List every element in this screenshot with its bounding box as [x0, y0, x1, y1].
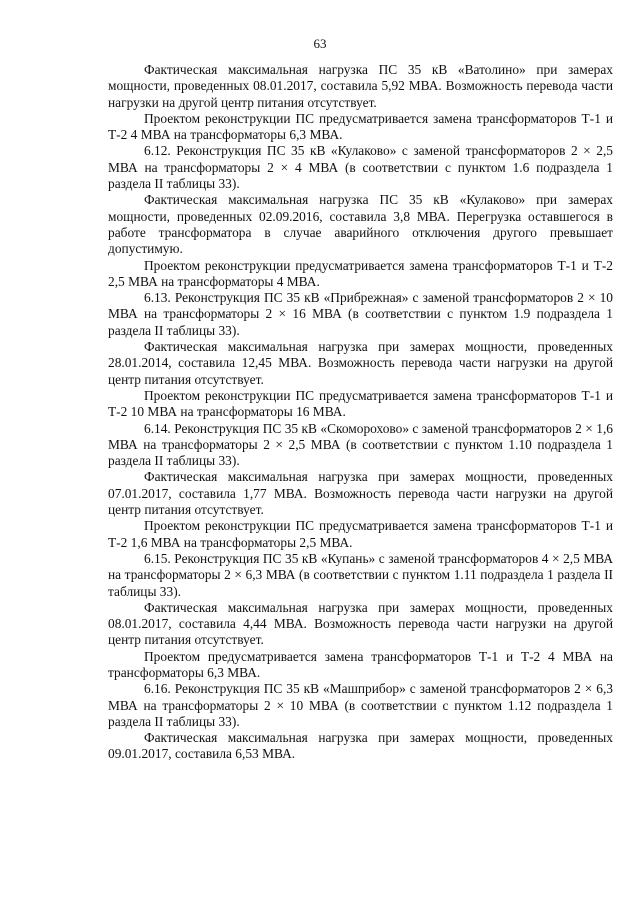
paragraph-vatolino-load: Фактическая максимальная нагрузка ПС 35 кВ «Ватолино» при замерах мощности, проведенных 08.01.2017, составила 5,92 МВА. Возможность перевода части нагрузки на другой центр питания отсутствует.	[108, 62, 613, 110]
page-number: 63	[313, 36, 327, 51]
paragraph-kupan-project: Проектом предусматривается замена трансформаторов Т-1 и Т-2 4 МВА на трансформаторы 6,3 МВА.	[108, 648, 613, 680]
body-text	[108, 62, 613, 763]
paragraph-item-6-12: 6.12. Реконструкция ПС 35 кВ «Кулаково» с заменой трансформаторов 2 × 2,5 МВА на трансформаторы 2 × 4 МВА (в соответствии с пунктом 1.6 подраздела 1 раздела II таблицы 33).	[108, 143, 613, 192]
paragraph-mashpribor-load: Фактическая максимальная нагрузка при замерах мощности, проведенных 09.01.2017, составила 6,53 МВА.	[108, 730, 613, 762]
paragraph-item-6-14: 6.14. Реконструкция ПС 35 кВ «Скоморохово» с заменой трансформаторов 2 × 1,6 МВА на трансформаторы 2 × 2,5 МВА (в соответствии с пунктом 1.10 подраздела 1 раздела II таблицы 33).	[108, 420, 613, 469]
paragraph-item-6-16: 6.16. Реконструкция ПС 35 кВ «Машприбор» с заменой трансформаторов 2 × 6,3 МВА на трансформаторы 2 × 10 МВА (в соответствии с пунктом 1.12 подраздела 1 раздела II таблицы 33).	[108, 681, 613, 729]
paragraph-kulakovo-load: Фактическая максимальная нагрузка ПС 35 кВ «Кулаково» при замерах мощности, проведенных 02.09.2016, составила 3,8 МВА. Перегрузка оставшегося в работе трансформатора в случае аварийного отключения другого превышает допустимую.	[108, 192, 613, 257]
paragraph-kupan-load: Фактическая максимальная нагрузка при замерах мощности, проведенных 08.01.2017, составила 4,44 МВА. Возможность перевода части нагрузки на другой центр питания отсутствует.	[108, 599, 613, 648]
paragraph-pribrezhnaya-project: Проектом реконструкции ПС предусматривается замена трансформаторов Т-1 и Т-2 10 МВА на трансформаторы 16 МВА.	[108, 387, 613, 420]
paragraph-kulakovo-project: Проектом реконструкции предусматривается замена трансформаторов Т-1 и Т-2 2,5 МВА на трансформаторы 4 МВА.	[108, 257, 613, 289]
paragraph-skomorokhovo-load: Фактическая максимальная нагрузка при замерах мощности, проведенных 07.01.2017, составила 1,77 МВА. Возможность перевода части нагрузки на другой центр питания отсутствует.	[108, 469, 613, 518]
paragraph-vatolino-project: Проектом реконструкции ПС предусматривается замена трансформаторов Т-1 и Т-2 4 МВА на трансформаторы 6,3 МВА.	[108, 110, 613, 143]
paragraph-skomorokhovo-project: Проектом реконструкции ПС предусматривается замена трансформаторов Т-1 и Т-2 1,6 МВА на трансформаторы 2,5 МВА.	[108, 518, 613, 550]
paragraph-pribrezhnaya-load: Фактическая максимальная нагрузка при замерах мощности, проведенных 28.01.2014, составила 12,45 МВА. Возможность перевода части нагрузки на другой центр питания отсутствует.	[108, 339, 613, 387]
paragraph-item-6-13: 6.13. Реконструкция ПС 35 кВ «Прибрежная» с заменой трансформаторов 2 × 10 МВА на трансформаторы 2 × 16 МВА (в соответствии с пунктом 1.9 подраздела 1 раздела II таблицы 33).	[108, 290, 613, 338]
paragraph-item-6-15: 6.15. Реконструкция ПС 35 кВ «Купань» с заменой трансформаторов 4 × 2,5 МВА на трансформаторы 2 × 6,3 МВА (в соответствии с пунктом 1.11 подраздела 1 раздела II таблицы 33).	[108, 550, 613, 599]
